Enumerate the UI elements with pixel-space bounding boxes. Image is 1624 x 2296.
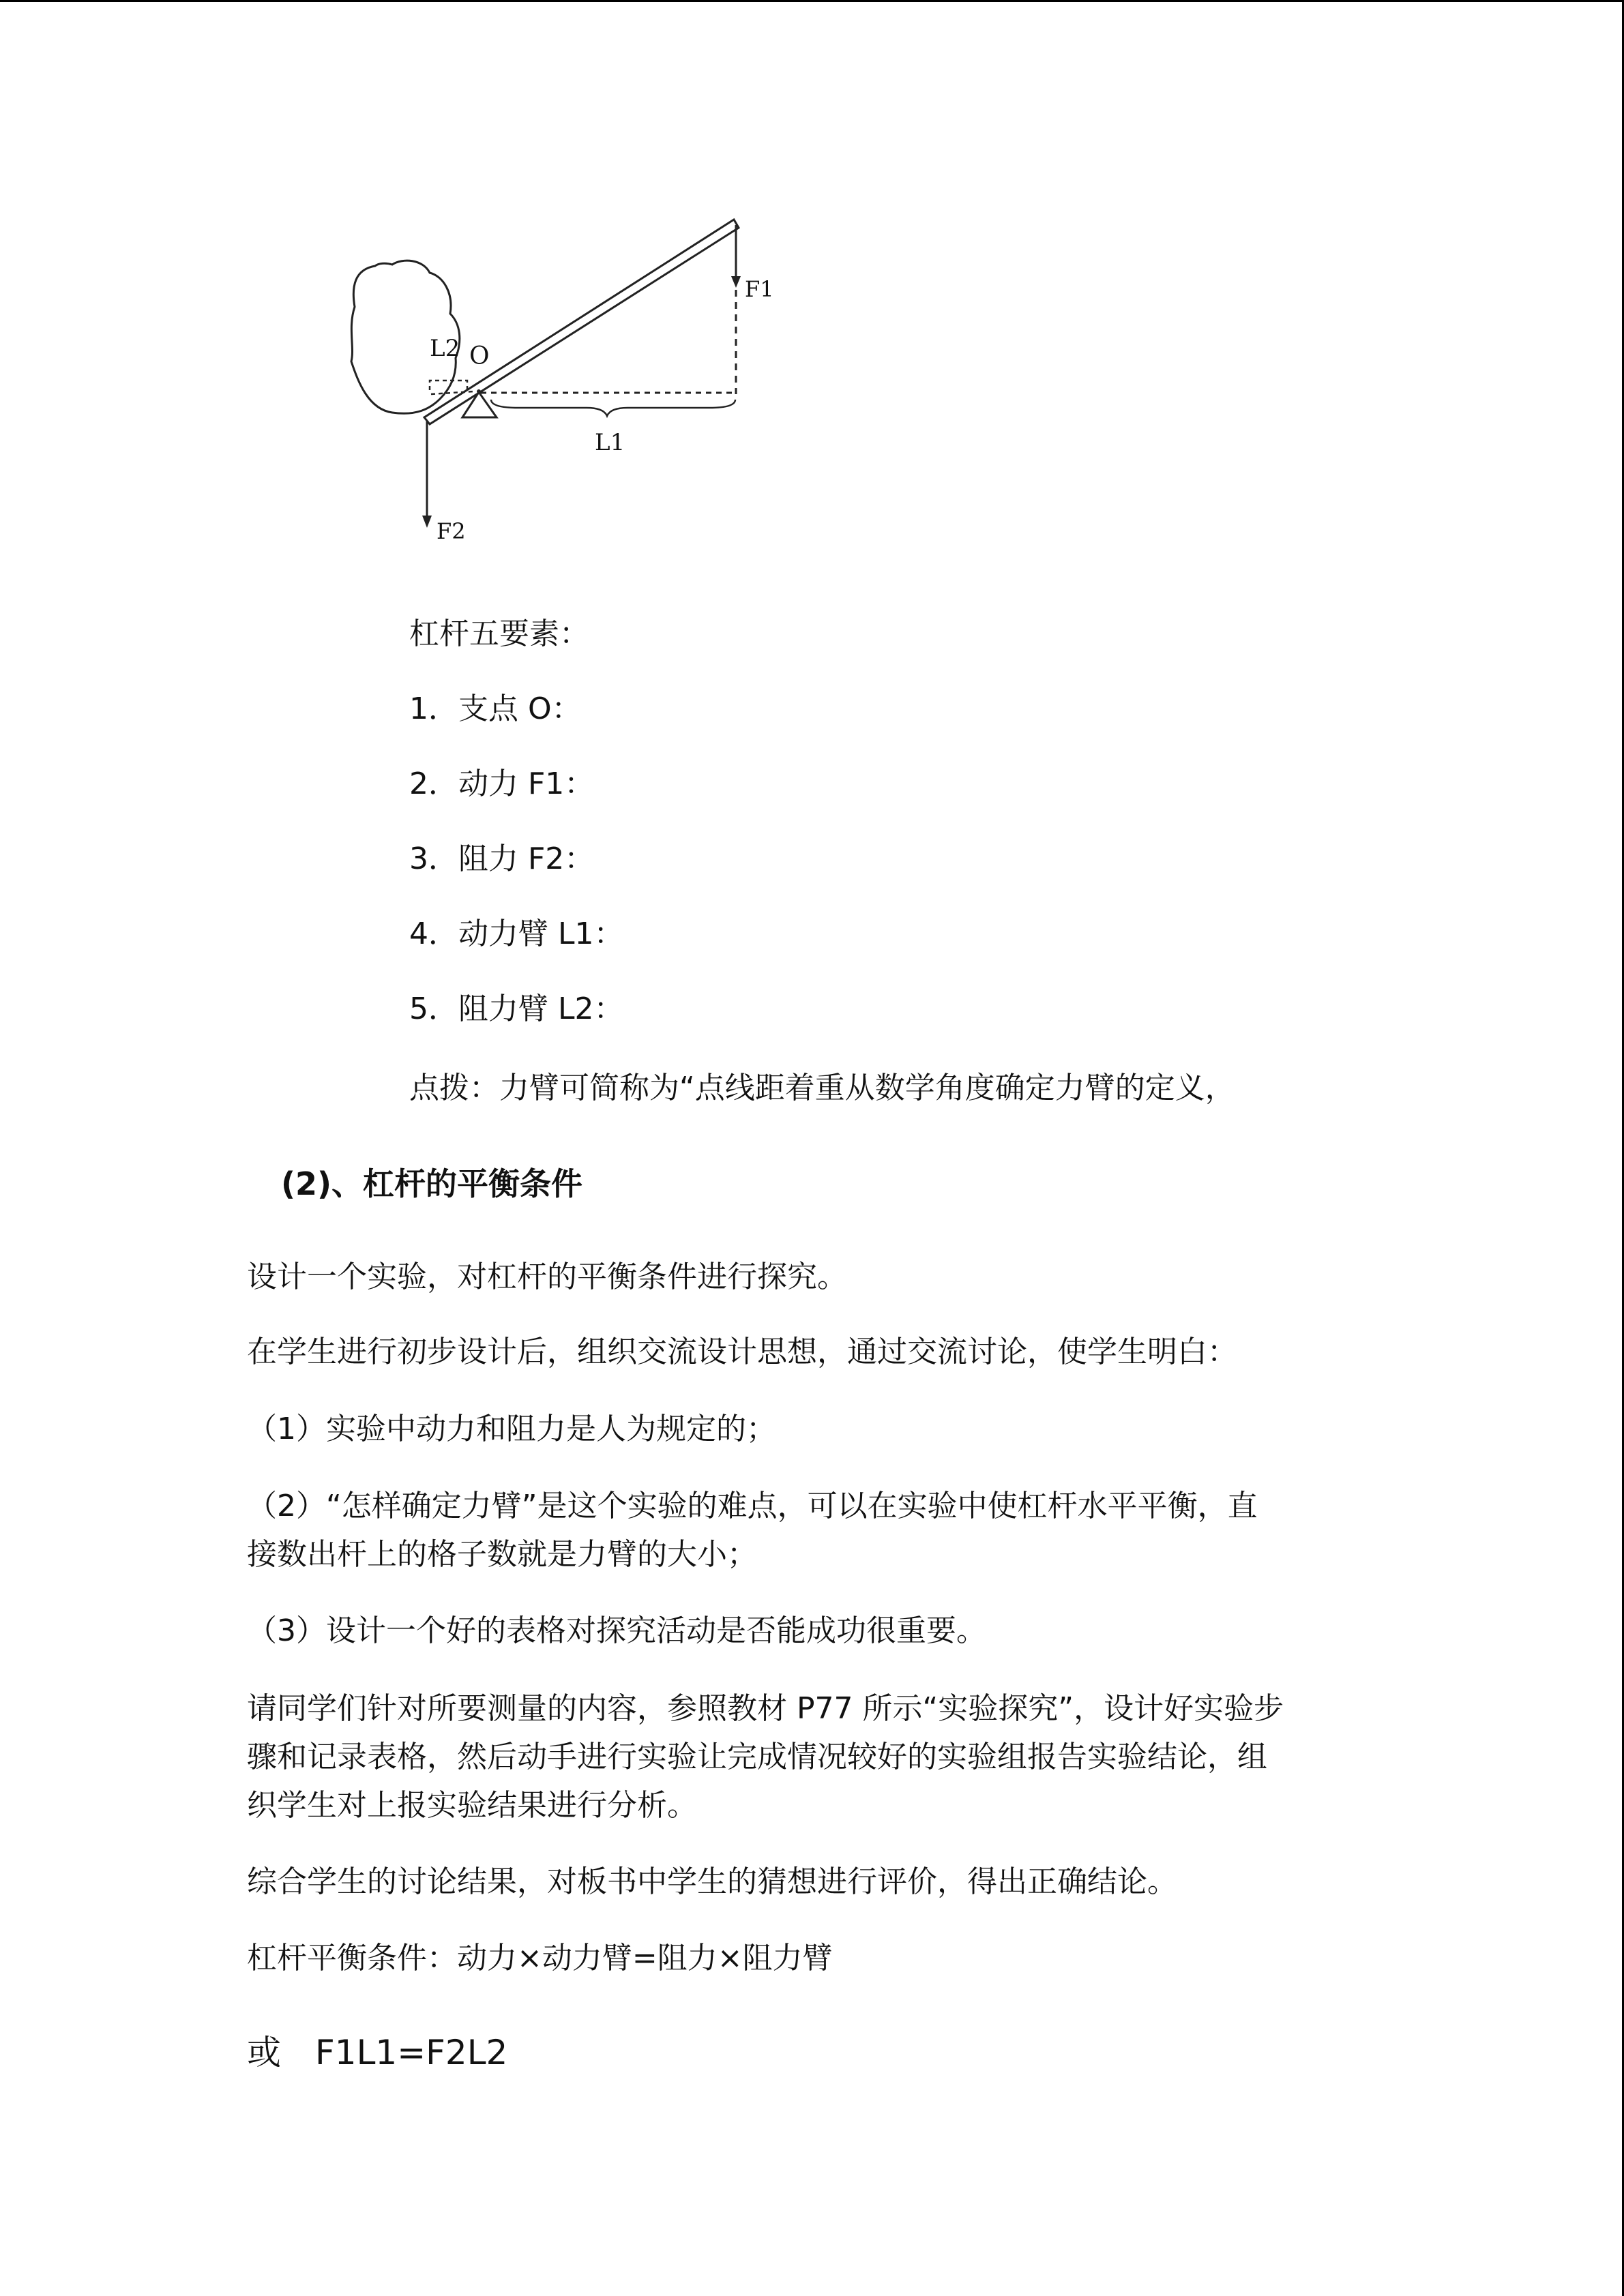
balance-formula: 或 F1L1=F2L2	[247, 2033, 508, 2072]
point-3: （3）设计一个好的表格对探究活动是否能成功很重要。	[247, 1613, 986, 1648]
lever-diagram	[327, 205, 778, 573]
page-top-border	[0, 0, 1624, 2]
paragraph-3-line-2: 骤和记录表格，然后动手进行实验让完成情况较好的实验组报告实验结论，组	[247, 1740, 1267, 1774]
paragraph-3-line-3: 织学生对上报实验结果进行分析。	[247, 1788, 697, 1823]
fulcrum-point	[477, 389, 481, 393]
l2-label: L2	[430, 335, 460, 362]
point-2-line-2: 接数出杆上的格子数就是力臂的大小；	[247, 1537, 757, 1572]
f2-arrowhead	[422, 516, 432, 528]
paragraph-3-line-1: 请同学们针对所要测量的内容，参照教材 P77 所示“实验探究”，设计好实验步	[247, 1691, 1284, 1726]
l1-label: L1	[595, 429, 625, 456]
point-1: （1）实验中动力和阻力是人为规定的；	[247, 1412, 776, 1446]
l1-brace	[491, 400, 735, 416]
fulcrum-triangle	[462, 392, 497, 417]
lever-element-5: 5．阻力臂 L2：	[409, 992, 624, 1026]
paragraph-4: 综合学生的讨论结果，对板书中学生的猜想进行评价，得出正确结论。	[247, 1864, 1177, 1899]
lever-element-3: 3．阻力 F2：	[409, 841, 595, 876]
o-label: O	[469, 342, 490, 370]
f1-label: F1	[745, 276, 774, 302]
hint-text: 点拨：力臂可简称为“点线距着重从数学角度确定力臂的定义，	[409, 1071, 1235, 1105]
section2-heading: (2)、杠杆的平衡条件	[281, 1165, 583, 1202]
lever-bar	[424, 220, 739, 424]
lever-elements-title: 杠杆五要素：	[409, 616, 589, 651]
f2-label: F2	[437, 518, 466, 544]
f1-arrowhead	[731, 276, 741, 288]
lever-element-2: 2．动力 F1：	[409, 766, 595, 801]
balance-condition: 杠杆平衡条件：动力×动力臂=阻力×阻力臂	[247, 1941, 833, 1976]
paragraph-2: 在学生进行初步设计后，组织交流设计思想，通过交流讨论，使学生明白：	[247, 1335, 1237, 1369]
paragraph-1: 设计一个实验，对杠杆的平衡条件进行探究。	[247, 1259, 847, 1294]
point-2-line-1: （2）“怎样确定力臂”是这个实验的难点，可以在实验中使杠杆水平平衡，直	[247, 1489, 1258, 1523]
lever-element-4: 4．动力臂 L1：	[409, 916, 624, 951]
lever-element-1: 1．支点 O：	[409, 691, 582, 726]
